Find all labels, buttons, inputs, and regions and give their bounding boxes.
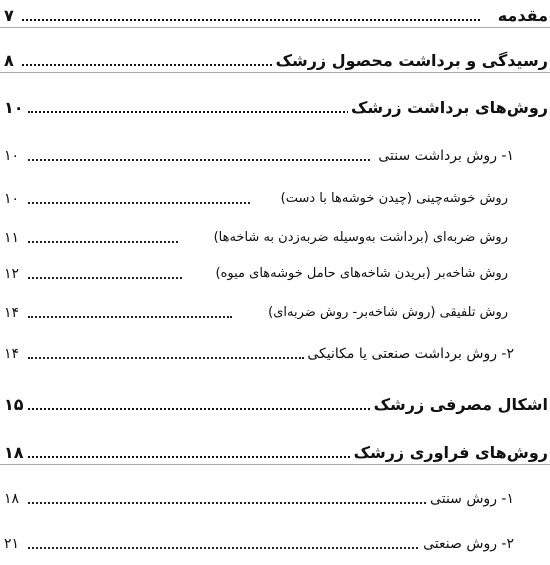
toc-page-number: ۱۵ (4, 395, 24, 414)
toc-entry-title: اشکال مصرفی زرشک (371, 393, 548, 417)
dot-leader (28, 316, 232, 318)
toc-entry-title: روش خوشه‌چینی (چیدن خوشه‌ها با دست) (278, 187, 508, 211)
dot-leader (28, 357, 304, 359)
dot-leader (28, 202, 250, 204)
dot-leader (28, 111, 372, 113)
toc-entry-title: روش‌های برداشت زرشک (348, 96, 548, 120)
toc-entry-title: ۱- روش برداشت سنتی (375, 144, 514, 168)
divider (0, 464, 550, 465)
toc-page-number: ۲۱ (4, 536, 20, 552)
toc-entry-cluster-picking[interactable] (0, 187, 550, 211)
toc-entry-striking-method[interactable] (0, 226, 550, 250)
divider (0, 72, 550, 73)
dot-leader (22, 19, 480, 21)
toc-page-number: ۱۲ (4, 266, 20, 282)
toc-page-number: ۱۸ (4, 443, 24, 462)
toc-entry-introduction[interactable] (0, 4, 550, 28)
toc-entry-consumption-forms[interactable] (0, 393, 550, 417)
toc-entry-title: مقدمه (495, 4, 548, 28)
toc-page-number: ۸ (4, 51, 14, 70)
dot-leader (28, 408, 390, 410)
toc-page-number: ۱۰ (4, 148, 20, 164)
dot-leader (22, 64, 304, 66)
dot-leader (28, 456, 370, 458)
dot-leader (28, 241, 178, 243)
toc-entry-title: ۲- روش برداشت صنعتی یا مکانیکی (304, 342, 514, 366)
toc-entry-title: روش ضربه‌ای (برداشت به‌وسیله ضربه‌زدن به شاخه‌ها) (211, 226, 508, 250)
divider (0, 27, 550, 28)
toc-entry-title: رسیدگی و برداشت محصول زرشک (273, 49, 548, 73)
toc-entry-traditional-harvest[interactable] (0, 144, 550, 168)
toc-page-number: ۱۸ (4, 491, 20, 507)
toc-entry-processing-methods[interactable] (0, 441, 550, 465)
toc-entry-traditional-processing[interactable] (0, 487, 550, 511)
toc-entry-harvest-methods[interactable] (0, 96, 550, 120)
toc-entry-industrial-harvest[interactable] (0, 342, 550, 366)
toc-page-number: ۱۴ (4, 346, 20, 362)
toc-entry-harvest-care[interactable] (0, 49, 550, 73)
toc-entry-branch-cutting[interactable] (0, 262, 550, 286)
toc-entry-industrial-processing[interactable] (0, 532, 550, 556)
dot-leader (28, 159, 370, 161)
toc-page-number: ۱۰ (4, 191, 20, 207)
toc-page-number: ۷ (4, 6, 14, 25)
toc-entry-title: روش تلفیقی (روش شاخه‌بر- روش ضربه‌ای) (265, 301, 508, 325)
toc-page-number: ۱۰ (4, 98, 24, 117)
toc-page-number: ۱۴ (4, 305, 20, 321)
toc-entry-combined-method[interactable] (0, 301, 550, 325)
toc-page-number: ۱۱ (4, 230, 20, 246)
dot-leader (28, 547, 426, 549)
toc-entry-title: ۱- روش سنتی (427, 487, 514, 511)
toc-entry-title: روش‌های فراوری زرشک (351, 441, 548, 465)
dot-leader (28, 277, 182, 279)
toc-entry-title: روش شاخه‌بر (بریدن شاخه‌های حامل خوشه‌های میوه) (213, 262, 508, 286)
toc-entry-title: ۲- روش صنعتی (420, 532, 514, 556)
dot-leader (28, 502, 426, 504)
